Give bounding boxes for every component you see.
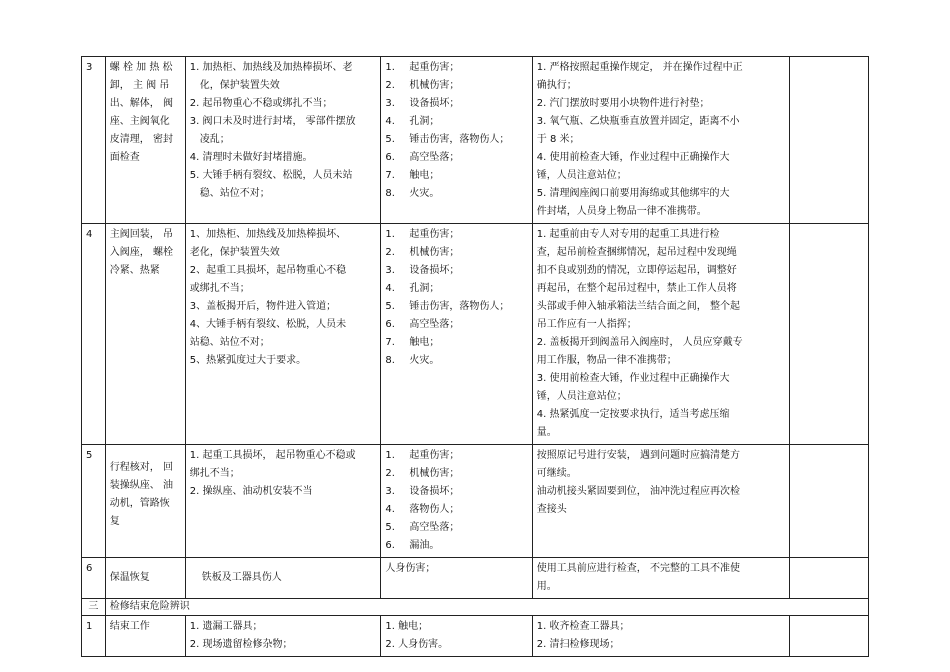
empty-cell [790, 57, 869, 224]
injury-list: 1. 起重伤害； 2. 机械伤害； 3. 设备损坏； 4. 落物伤人； 5. 高空坠落； 6. 漏油。 [381, 445, 532, 558]
injury-list: 人身伤害； [381, 558, 532, 599]
row-number: 1 [82, 616, 106, 657]
control-measures: 使用工具前应进行检查， 不完整的工具不准使 用。 [532, 558, 789, 599]
injury-list: 1. 起重伤害； 2. 机械伤害； 3. 设备损坏； 4. 孔洞； 5. 锤击伤害，落物伤人； 6. 高空坠落； 7. 触电； 8. 火灾。 [381, 57, 532, 224]
control-measures: 1. 起重前由专人对专用的起重工具进行检 查，起吊前检查捆绑情况，起吊过程中发现绳 扣不良或别劲的情况，立即停运起吊，调整好 再起吊，在整个起吊过程中，禁止工作人员将 头部或手伸入轴承箱法兰结合面之间， 整个起 吊工作应有一人指挥； 2. 盖板揭开到阀盖吊入阀座时， 人员应穿戴专 用工作服，物品一律不准携带； 3. 使用前检查大锤，作业过程中正确操作大 锤，人员注意站位； 4. 热紧弧度一定按要求执行，适当考虑压缩 量。 [532, 224, 789, 445]
empty-cell [790, 616, 869, 657]
control-measures: 按照原记号进行安装， 遇到问题时应搞清楚方 可继续。 油动机接头紧固要到位， 油冲洗过程应再次检 查接头 [532, 445, 789, 558]
row-number: 5 [82, 445, 106, 558]
hazard-list: 1. 起重工具损坏， 起吊物重心不稳或 绑扎不当； 2. 操纵座、油动机安装不当 [185, 445, 381, 558]
row-number: 3 [82, 57, 106, 224]
section-title: 检修结束危险辨识 [105, 599, 868, 616]
injury-list: 1. 触电； 2. 人身伤害。 [381, 616, 532, 657]
risk-assessment-table [81, 56, 869, 657]
empty-cell [790, 558, 869, 599]
section-number: 三 [82, 599, 106, 616]
hazard-list: 1. 遗漏工器具； 2. 现场遗留检修杂物； [185, 616, 381, 657]
row-number: 4 [82, 224, 106, 445]
hazard-list: 1、加热柜、加热线及加热棒损坏、 老化，保护装置失效 2、起重工具损坏，起吊物重心不稳 或绑扎不当； 3、盖板揭开后，物件进入管道； 4、大锤手柄有裂纹、松脱，人员未 站稳、站位不对； 5、热紧弧度过大于要求。 [185, 224, 381, 445]
table-row [82, 57, 869, 224]
table-row [82, 558, 869, 599]
table-row [82, 224, 869, 445]
table-row [82, 445, 869, 558]
work-step: 保温恢复 [105, 558, 185, 599]
empty-cell [790, 224, 869, 445]
control-measures: 1. 收齐检查工器具； 2. 清扫检修现场； [532, 616, 789, 657]
section-header-row [82, 599, 869, 616]
injury-list: 1. 起重伤害； 2. 机械伤害； 3. 设备损坏； 4. 孔洞； 5. 锤击伤害，落物伤人； 6. 高空坠落； 7. 触电； 8. 火灾。 [381, 224, 532, 445]
table-row [82, 616, 869, 657]
empty-cell [790, 445, 869, 558]
work-step: 结束工作 [105, 616, 185, 657]
work-step: 行程核对， 回 装操纵座、 油 动机，管路恢 复 [105, 445, 185, 558]
work-step: 螺 栓 加 热 松 卸， 主 阀 吊 出、解体， 阀 座、主阀氧化 皮清理， 密封 面检查 [105, 57, 185, 224]
row-number: 6 [82, 558, 106, 599]
work-step: 主阀回装， 吊 入阀座， 螺栓 冷紧、热紧 [105, 224, 185, 445]
control-measures: 1. 严格按照起重操作规定， 并在操作过程中正 确执行； 2. 汽门摆放时要用小块物件进行衬垫； 3. 氧气瓶、乙炔瓶垂直放置并固定，距离不小 于 8 米； 4. 使用前检查大锤，作业过程中正确操作大 锤，人员注意站位； 5. 清理阀座阀口前要用海绵或其他绑牢的大 件封堵，人员身上物品一律不准携带。 [532, 57, 789, 224]
hazard-list: 1. 加热柜、加热线及加热棒损坏、老 化，保护装置失效 2. 起吊物重心不稳或绑扎不当； 3. 阀口未及时进行封堵， 零部件摆放 凌乱； 4. 清理时未做好封堵措施。 5. 大锤手柄有裂纹、松脱，人员未站 稳、站位不对； [185, 57, 381, 224]
hazard-list: 铁板及工器具伤人 [185, 558, 381, 599]
